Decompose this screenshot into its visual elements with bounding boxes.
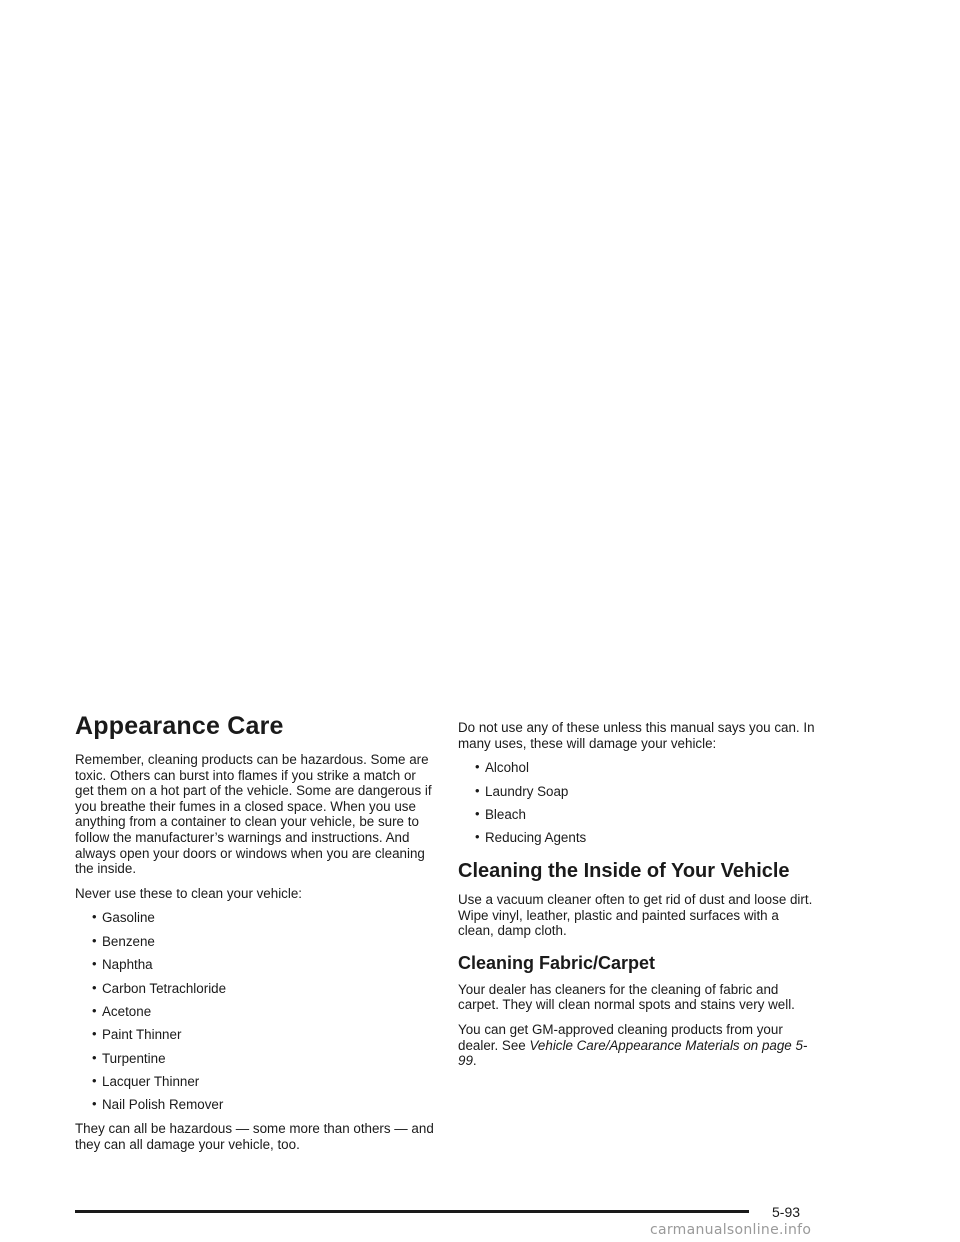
bullet-icon: • [475, 782, 480, 798]
section-title: Cleaning the Inside of Your Vehicle [458, 859, 790, 882]
bullet-icon: • [92, 932, 97, 948]
intro-paragraph: Remember, cleaning products can be hazardous. Some are toxic. Others can burst into flames if you strike a match or get them on a hot part of the vehicle. Some are dangerous if you breathe their fumes in a closed space. When you use anything from a container to clean your vehicle, be sure to follow the manufacturer’s warnings and instructions. And always open your doors or windows when you are cleaning the inside. [75, 752, 432, 877]
bullet-icon: • [475, 829, 480, 845]
right-column [458, 720, 818, 1078]
list-item: • Alcohol [475, 759, 529, 776]
bullet-icon: • [475, 805, 480, 821]
page-number: 5-93 [772, 1204, 801, 1220]
bullet-icon: • [92, 1049, 97, 1065]
section-paragraph: Use a vacuum cleaner often to get rid of dust and loose dirt. Wipe vinyl, leather, plastic and painted surfaces with a clean, damp cloth. [458, 891, 813, 939]
list-item: • Gasoline [92, 909, 155, 926]
cross-reference-link[interactable]: Vehicle Care/Appearance Materials on page 5-99 [458, 1037, 808, 1069]
closing-paragraph: They can all be hazardous — some more than others — and they can all damage your vehicle, too. [75, 1121, 434, 1152]
bullet-icon: • [92, 979, 97, 995]
bullet-icon: • [92, 1096, 97, 1112]
list-item: • Lacquer Thinner [92, 1073, 200, 1090]
list-item: • Bleach [475, 805, 526, 822]
bullet-icon: • [92, 956, 97, 972]
list-item: • Naphtha [92, 956, 153, 973]
bullet-icon: • [92, 909, 97, 925]
list-item: • Nail Polish Remover [92, 1096, 224, 1113]
do-not-use-intro: Do not use any of these unless this manual says you can. In many uses, these will damage your vehicle: [458, 720, 815, 751]
list-item: • Reducing Agents [475, 829, 587, 846]
never-use-intro: Never use these to clean your vehicle: [75, 885, 303, 901]
bullet-icon: • [92, 1073, 97, 1089]
list-item: • Carbon Tetrachloride [92, 979, 227, 996]
never-use-list [75, 910, 435, 1113]
list-item: • Benzene [92, 932, 155, 949]
left-column [75, 712, 435, 1161]
subsection-paragraph: Your dealer has cleaners for the cleaning of fabric and carpet. They will clean normal spots and stains very well. [458, 981, 795, 1013]
page-title: Appearance Care [75, 712, 284, 740]
list-item: • Turpentine [92, 1049, 166, 1066]
bullet-icon: • [92, 1026, 97, 1042]
do-not-use-list [458, 760, 818, 846]
watermark: carmanualsonline.info [650, 1222, 812, 1238]
reference-paragraph: You can get GM-approved cleaning products from your dealer. See Vehicle Care/Appearance Materials on page 5-99. [458, 1021, 808, 1069]
list-item: • Paint Thinner [92, 1026, 182, 1043]
list-item: • Acetone [92, 1002, 152, 1019]
bullet-icon: • [475, 759, 480, 775]
bullet-icon: • [92, 1002, 97, 1018]
subsection-title: Cleaning Fabric/Carpet [458, 952, 656, 973]
footer-rule [75, 1210, 749, 1213]
list-item: • Laundry Soap [475, 782, 569, 799]
